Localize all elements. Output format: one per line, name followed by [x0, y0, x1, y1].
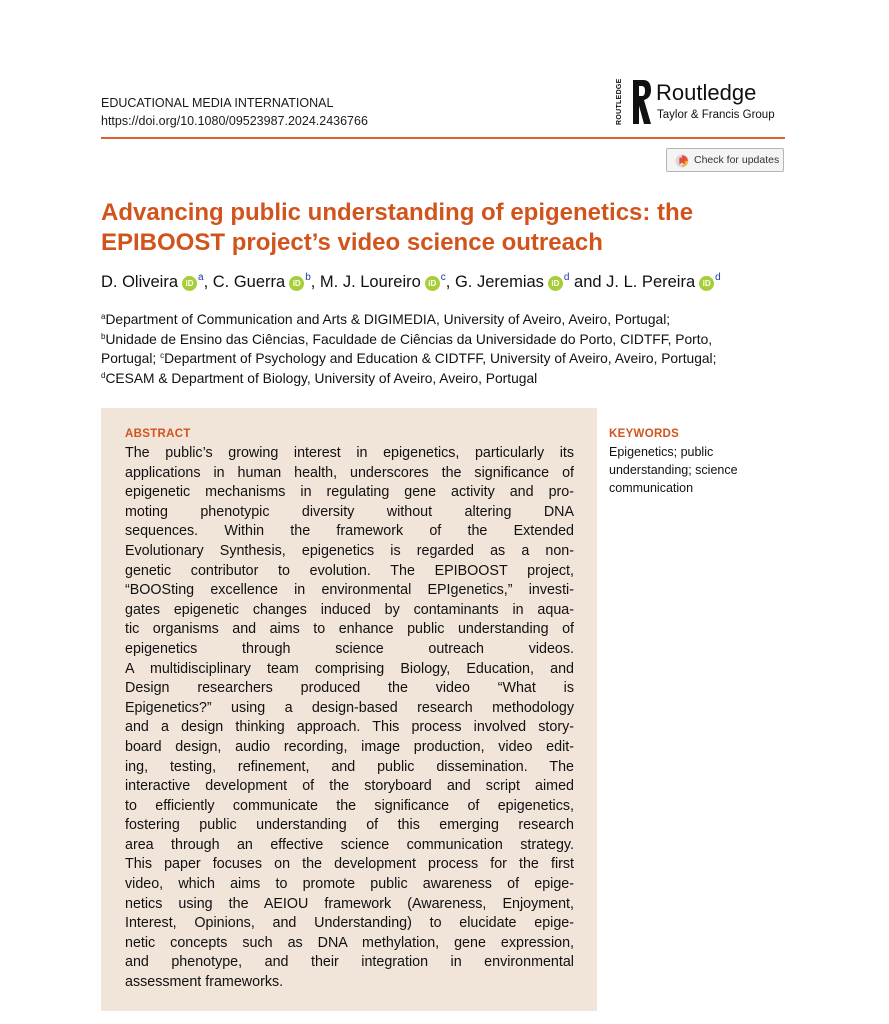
abstract-line: Design researchers produced the video “What is [125, 680, 574, 697]
abstract-line: to efficiently communicate the significance of epigenetics, [125, 797, 574, 814]
journal-info [101, 94, 368, 130]
keywords-body [609, 443, 779, 497]
abstract-body [125, 444, 574, 993]
affil-text: Unidade de Ensino das Ciências, Faculdade de Ciências da Universidade do Porto, CIDTFF, Porto, [105, 331, 713, 347]
publisher-vertical-mark: ROUTLEDGE [616, 78, 623, 126]
keywords-heading: KEYWORDS [609, 428, 680, 440]
author-name[interactable]: D. Oliveira [101, 273, 179, 291]
abstract-line: A multidisciplinary team comprising Biology, Education, and [125, 660, 574, 677]
header-divider [101, 137, 785, 139]
abstract-line: epigenetic mechanisms in regulating gene activity and pro- [125, 484, 574, 501]
article-title [101, 198, 801, 258]
author-separator: and [569, 273, 607, 291]
author-affil-mark[interactable]: a [198, 272, 204, 283]
routledge-r-logo-icon [630, 78, 652, 126]
keywords-line: understanding; science [609, 463, 738, 477]
affiliations [101, 310, 801, 388]
abstract-line: assessment frameworks. [125, 974, 284, 991]
affil-text: Portugal; [101, 351, 161, 366]
keywords-line: Epigenetics; public [609, 445, 714, 459]
author-name[interactable]: G. Jeremias [454, 273, 544, 291]
affil-mark: c [160, 351, 165, 360]
abstract-line: video, which aims to promote public awareness of epige- [125, 876, 574, 893]
check-for-updates-button[interactable] [666, 148, 784, 172]
affil-text: Department of Communication and Arts & DIGIMEDIA, University of Aveiro, Aveiro, Portugal; [105, 312, 671, 327]
affiliation-line [101, 330, 801, 350]
abstract-line: and a design thinking approach. This process involved story- [125, 719, 574, 736]
abstract-line: applications in human health, underscores the significance of [125, 464, 574, 481]
author-separator: , [445, 273, 455, 291]
journal-name: EDUCATIONAL MEDIA INTERNATIONAL [101, 96, 334, 110]
author-name[interactable]: C. Guerra [212, 273, 286, 291]
publisher-group: Taylor & Francis Group [657, 109, 775, 121]
author-separator: , [203, 273, 213, 291]
abstract-line: interactive development of the storyboard and script aimed [125, 778, 574, 795]
check-for-updates-label: Check for updates [694, 154, 780, 166]
keywords-line: communication [609, 481, 694, 495]
journal-doi[interactable]: https://doi.org/10.1080/09523987.2024.2436766 [101, 114, 368, 128]
author-affil-mark[interactable]: d [563, 272, 570, 283]
abstract-line: “BOOSting excellence in environmental EPIgenetics,” investi- [125, 582, 574, 599]
abstract-heading: ABSTRACT [125, 428, 191, 440]
abstract-line: and phenotype, and their integration in environmental [125, 954, 574, 971]
abstract-line: netics using the AEIOU framework (Awareness, Enjoyment, [125, 895, 574, 912]
abstract-line: Evolutionary Synthesis, epigenetics is regarded as a non- [125, 542, 574, 559]
abstract-line: area through an effective science communication strategy. [125, 836, 574, 853]
title-line: EPIBOOST project’s video science outreach [101, 229, 603, 256]
abstract-line: gates epigenetic changes induced by contaminants in aqua- [125, 601, 574, 618]
affil-mark: a [101, 312, 106, 321]
orcid-icon[interactable]: iD [699, 276, 714, 291]
abstract-line: The public’s growing interest in epigenetics, particularly its [125, 445, 574, 461]
publisher-logo [616, 76, 796, 132]
author-name[interactable]: J. L. Pereira [606, 273, 696, 291]
affil-mark: d [101, 370, 106, 380]
abstract-line: This paper focuses on the development process for the first [125, 856, 574, 873]
crossmark-icon [675, 154, 689, 168]
affil-text: CESAM & Department of Biology, University of Aveiro, Aveiro, Portugal [105, 370, 538, 386]
affiliation-line [101, 349, 801, 369]
affil-mark: b [101, 331, 106, 341]
abstract-line: moting phenotypic diversity without altering DNA [125, 503, 574, 520]
orcid-icon[interactable]: iD [425, 276, 440, 291]
publisher-name: Routledge [656, 80, 757, 105]
author-affil-mark[interactable]: d [715, 272, 721, 283]
abstract-line: tic organisms and aims to enhance public understanding of [125, 621, 574, 638]
author-name[interactable]: M. J. Loureiro [319, 273, 421, 291]
abstract-line: board design, audio recording, image production, video edit- [125, 738, 574, 755]
abstract-line: sequences. Within the framework of the Extended [125, 523, 574, 540]
author-separator: , [310, 273, 320, 291]
affiliation-line [101, 369, 801, 389]
abstract-line: epigenetics through science outreach videos. [125, 640, 574, 657]
title-line: Advancing public understanding of epigenetics: the [101, 199, 694, 226]
orcid-icon[interactable]: iD [182, 276, 197, 291]
abstract-line: ing, testing, refinement, and public dissemination. The [125, 758, 574, 775]
abstract-line: Epigenetics?” using a design-based research methodology [125, 699, 574, 716]
abstract-line: fostering public understanding of this emerging research [125, 817, 574, 834]
abstract-line: genetic contributor to evolution. The EPIBOOST project, [125, 562, 574, 579]
author-affil-mark[interactable]: c [440, 272, 446, 283]
orcid-icon[interactable]: iD [289, 276, 304, 291]
affiliation-line [101, 310, 801, 330]
abstract-line: Interest, Opinions, and Understanding) to elucidate epige- [125, 915, 574, 932]
affil-text: Department of Psychology and Education & CIDTFF, University of Aveiro, Aveiro, Portugal; [164, 351, 717, 366]
author-list [101, 270, 721, 294]
orcid-icon[interactable]: iD [548, 276, 563, 291]
abstract-line: netic concepts such as DNA methylation, gene expression, [125, 934, 574, 951]
author-affil-mark[interactable]: b [305, 272, 311, 283]
